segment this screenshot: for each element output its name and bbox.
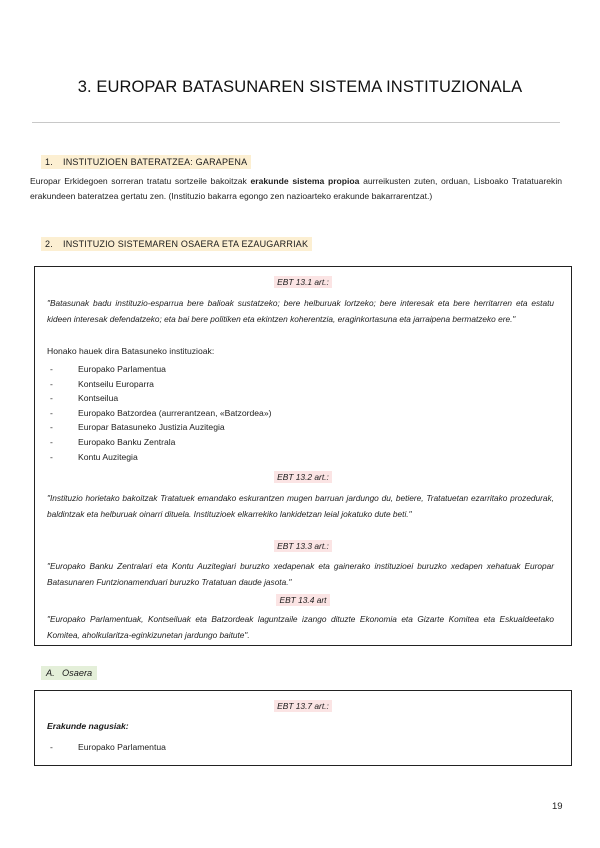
- article-13-4-quote: "Europako Parlamentuak, Kontseiluak eta Batzordeak laguntzaile izango dituzte Ekonomia eta Gizarte Komitea eta Eskualdeetako Komitea, aholkularitza-eginkizunetan jardungo baitute".: [47, 614, 554, 640]
- institutions-list: [50, 362, 271, 464]
- list-item: - Kontu Auzitegia: [50, 451, 138, 462]
- main-institutions-list: [50, 740, 166, 755]
- article-13-7-ref: EBT 13.7 art.:: [35, 701, 571, 711]
- subsection-a-title: Osaera: [62, 668, 93, 678]
- section-1-heading: [41, 155, 251, 169]
- composition-box: [34, 690, 572, 766]
- page-title: 3. EUROPAR BATASUNAREN SISTEMA INSTITUZIONALA: [77, 78, 523, 96]
- subsection-a-letter: A.: [46, 668, 55, 678]
- list-item: - Europako Parlamentua: [50, 742, 166, 752]
- section-1-bold-term: erakunde sistema propioa: [250, 176, 360, 186]
- institutions-lead: Honako hauek dira Batasuneko instituzioak:: [47, 346, 215, 356]
- subsection-a-heading: [41, 666, 97, 680]
- list-item: - Europar Batasuneko Justizia Auzitegia: [50, 422, 225, 433]
- title-divider: [32, 122, 560, 123]
- section-2-heading: [41, 237, 312, 251]
- list-item: - Europako Parlamentua: [50, 364, 166, 374]
- article-13-4-ref: EBT 13.4 art: [35, 595, 571, 605]
- page-number: 19: [552, 801, 563, 812]
- section-2-number: 2.: [45, 239, 53, 249]
- section-1-paragraph: [30, 174, 562, 204]
- article-13-1-ref: EBT 13.1 art.:: [35, 277, 571, 287]
- section-1-number: 1.: [45, 157, 53, 167]
- article-13-3-quote: "Europako Banku Zentralari eta Kontu Auzitegiari buruzko xedapenak eta gainerako instituzioei buruzko xedapen xehatuak Europar Batasunaren Funtzionamenduari buruzko Tratatuan daude jasota.": [47, 561, 554, 587]
- section-1-title: INSTITUZIOEN BATERATZEA: GARAPENA: [63, 157, 248, 167]
- list-item: - Europako Banku Zentrala: [50, 436, 176, 447]
- section-1-text-start: Europar Erkidegoen sorreran tratatu sortzeile bakoitzak: [30, 176, 251, 186]
- articles-box: [34, 266, 572, 646]
- main-institutions-label: Erakunde nagusiak:: [47, 721, 129, 731]
- article-13-2-quote: "Instituzio horietako bakoitzak Tratatuek emandako eskurantzen mugen barruan jardungo du, betiere, Tratatuetan ezarritako prozedurak, baldintzak eta helburuak oinarri dituela. Instituzioek elkarrekiko lankidetzan leial jokatuko dute beti.": [47, 493, 554, 519]
- list-item: - Kontseilua: [50, 393, 119, 404]
- list-item: - Kontseilu Europarra: [50, 378, 154, 389]
- section-1-text-end: aurreikusten zuten, orduan, Lisboako Tratatuarekin erakundeen bateratzea gertatu zen. (Instituzio bakarra egongo zen nazioarteko erakunde bakarrarentzat.): [30, 176, 563, 201]
- article-13-1-quote: "Batasunak badu instituzio-esparrua bere balioak sustatzeko; bere helburuak lortzeko; bere interesak eta bere herritarren eta estatu kideen interesak defendatzeko; eta bai bere politiken eta ekintzen koherentzia, eraginkortasuna eta jarraipena bermatzeko ere.": [47, 298, 554, 324]
- article-13-3-ref: EBT 13.3 art.:: [35, 541, 571, 551]
- list-item: - Europako Batzordea (aurrerantzean, «Batzordea»): [50, 407, 272, 418]
- section-2-title: INSTITUZIO SISTEMAREN OSAERA ETA EZAUGARRIAK: [63, 239, 309, 249]
- article-13-2-ref: EBT 13.2 art.:: [35, 472, 571, 482]
